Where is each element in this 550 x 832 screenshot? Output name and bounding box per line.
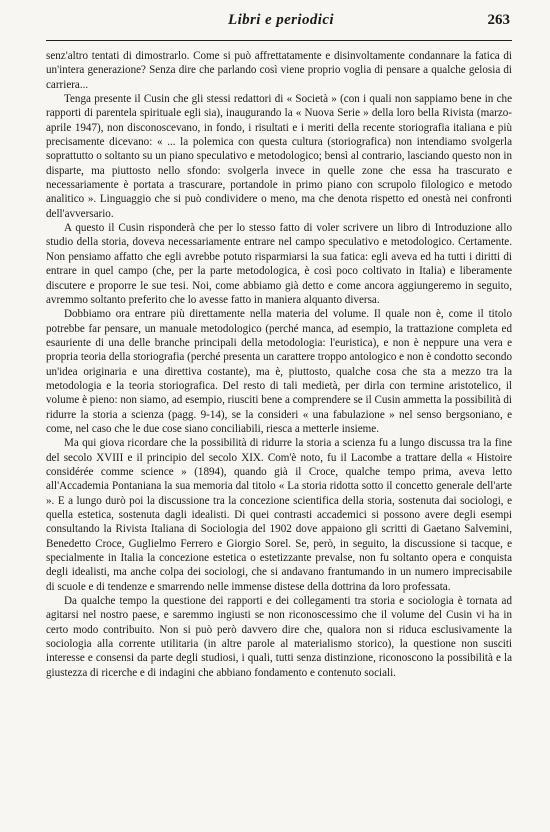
- paragraph: Tenga presente il Cusin che gli stessi redattori di « Società » (con i quali non sappiamo bene in che rapporti di parentela spirituale egli sia), inaugurando la « Nuova Serie » della loro bella Rivista (marzo-aprile 1947), non disconoscevano, in fondo, i risultati e i meriti della recente storiografia italiana e più precisamente dicevano: « ... la polemica con questa cultura (storiografica) non intendiamo svolgerla soprattutto o soltanto su un piano speculativo e metodologico; bensì al contrario, lasciando questo non in disparte, ma piuttosto nello sfondo: svolgerla invece in quelle zone che essa ha trascurato e necessariamente è portata a trascurare, portandole in primo piano con scrupolo filologico e metodo analitico ». Linguaggio che si può condividere o meno, ma che denota rispetto ed onestà nei confronti dell'avversario.: [46, 93, 512, 220]
- paragraph: Dobbiamo ora entrare più direttamente nella materia del volume. Il quale non è, come il titolo potrebbe far pensare, un manuale metodologico (perché manca, ad esempio, la trattazione completa ed esauriente di una delle branche principali della metodologia: l'euristica), e non è neppure una vera e propria teoria della storiografia (perché presenta un carattere troppo antologico e non è condotto secondo un'idea originaria e una direttiva costante), ma è, piuttosto, qualche cosa che sta a mezzo tra la metodologia e la teoria storiografica. Del resto di tali medietà, per dirla con termine aristotelico, il volume è pieno: non siamo, ad esempio, riusciti bene a comprendere se il Cusin ammetta la possibilità di ridurre la storia a scienza (pagg. 9-14), se la consideri « una fabulazione » nel senso bergsoniano, e come, nel caso che le due cose siano conciliabili, riesca a metterle insieme.: [46, 308, 512, 435]
- running-title: Libri e periodici: [228, 12, 334, 28]
- paragraph: Da qualche tempo la questione dei rapporti e dei collegamenti tra storia e sociologia è tornata ad agitarsi nel nostro paese, e saremmo ingiusti se non riconoscessimo che il volume del Cusin vi ha in certo modo contribuito. Non si può però davvero dire che, qualora non si riduca esclusivamente la sociologia alla corrente utilitaria (in altre parole al materialismo storico), la questione non susciti interesse e consensi da parte degli studiosi, i quali, tutti senza distinzione, riconoscono la possibilità e la giustezza di ricerche e di indagini che abbiano fondamento e contenuto sociali.: [46, 595, 512, 679]
- body-text: [46, 49, 512, 680]
- page-header: [46, 12, 512, 41]
- paragraph: A questo il Cusin risponderà che per lo stesso fatto di voler scrivere un libro di Introduzione allo studio della storia, doveva necessariamente entrare nel campo speculativo e metodologico. Certamente. Non pensiamo affatto che egli avrebbe potuto risparmiarsi la sua fatica: egli aveva ed ha tutti i diritti di entrare in quel campo (che, per la parte metodologica, è così poco coltivato in Italia) e liberamente discutere e proporre le sue tesi. Noi, come abbiamo già detto e come ancora aggiungeremo in seguito, avremmo soltanto preferito che lo avesse fatto in maniera alquanto diversa.: [46, 222, 512, 306]
- paragraph: senz'altro tentati di dimostrarlo. Come si può affrettatamente e disinvoltamente condannare la fatica di un'intera generazione? Senza dire che parlando così viene proprio voglia di pensare a qualche gelosia di carriera...: [46, 50, 512, 91]
- paragraph: Ma qui giova ricordare che la possibilità di ridurre la storia a scienza fu a lungo discussa tra la fine del secolo XVIII e il principio del secolo XIX. Com'è noto, fu il Lacombe a trattare della « Histoire considérée comme science » (1894), quando già il Croce, qualche tempo prima, aveva letto all'Accademia Pontaniana la sua memoria dal titolo « La storia ridotta sotto il concetto generale dell'arte ». E a lungo durò poi la discussione tra la concezione scientifica della storia, sostenuta dai sociologi, e quella estetica, sostenuta dagli idealisti. Di quei contrasti accademici si possono avere degli esempi consultando la Rivista Italiana di Sociologia del 1902 dove appaiono gli scritti di Gaetano Salvemini, Benedetto Croce, Guglielmo Ferrero e Giorgio Sorel. Se, però, in seguito, la discussione si tacque, e specialmente in Italia la concezione estetica o estetizzante prevalse, non fu soltanto opera e conquista degli idealisti, ma anche colpa dei sociologi, che si andavano frantumando in un numero imprecisabile di scuole e di tendenze e smarrendo nelle immense distese della dottrina da loro professata.: [46, 437, 512, 593]
- page-number: 263: [487, 12, 510, 28]
